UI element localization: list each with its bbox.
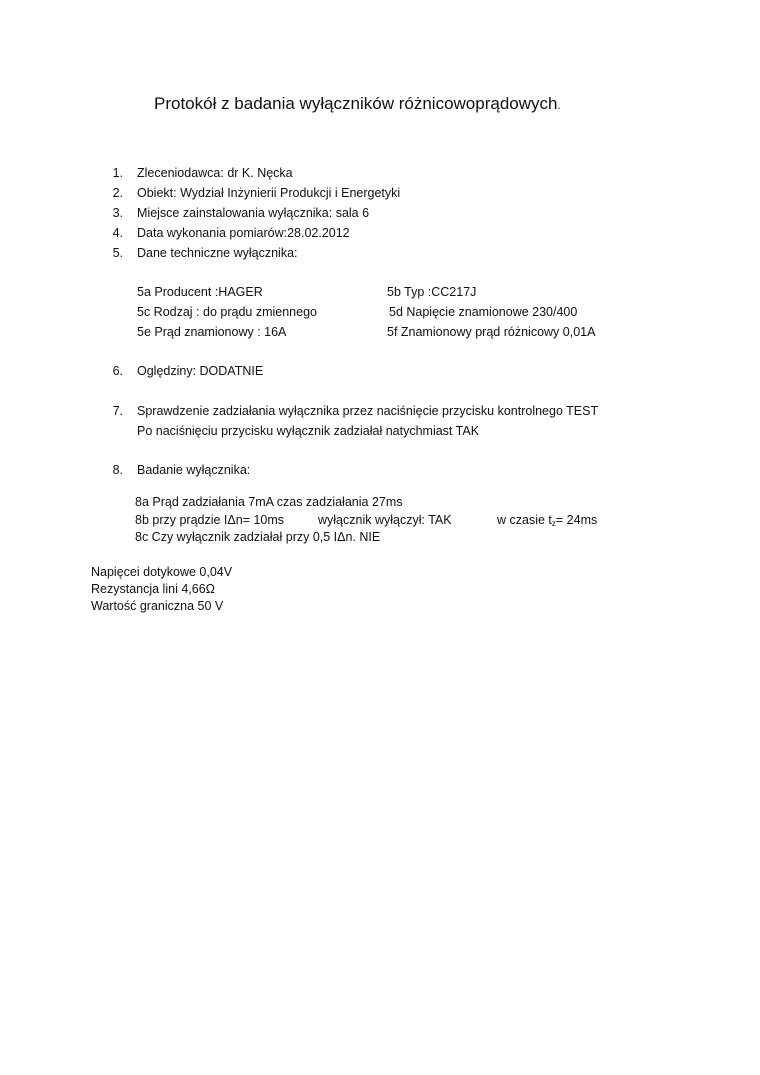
page-title-text: Protokół z badania wyłączników różnicowoprądowych (154, 94, 558, 113)
test-half-current: 8c Czy wyłącznik zadziałał przy 0,5 IΔn. NIE (135, 530, 381, 544)
test-trip-time (497, 512, 597, 532)
list-number: 6. (112, 364, 123, 378)
test-rated-trip: 8b przy prądzie IΔn= 10ms (135, 513, 285, 527)
list-number: 1. (112, 166, 123, 180)
list-item-date: Data wykonania pomiarów:28.02.2012 (137, 226, 350, 240)
test-trip-time-sub: z (551, 519, 556, 528)
list-item-inspection: Oględziny: DODATNIE (137, 364, 264, 378)
list-item-object: Obiekt: Wydział Inżynierii Produkcji i Energetyki (137, 186, 401, 200)
test-trip-time-value: = 24ms (555, 513, 598, 527)
test-trip-time-prefix: w czasie t (497, 513, 552, 527)
list-number: 7. (112, 404, 123, 418)
test-trip-current: 8a Prąd zadziałania 7mA czas zadziałania 27ms (135, 495, 403, 509)
summary-line-resistance: Rezystancja lini 4,66Ω (91, 582, 215, 596)
summary-limit-value: Wartość graniczna 50 V (91, 599, 224, 613)
list-item-test-check: Sprawdzenie zadziałania wyłącznika przez naciśnięcie przycisku kontrolnego TEST (137, 404, 599, 418)
list-item-breaker-test: Badanie wyłącznika: (137, 463, 251, 477)
tech-kind: 5c Rodzaj : do prądu zmiennego (137, 305, 317, 319)
test-trip-result: wyłącznik wyłączył: TAK (318, 513, 452, 527)
list-number: 5. (112, 246, 123, 260)
list-number: 4. (112, 226, 123, 240)
tech-rated-current: 5e Prąd znamionowy : 16A (137, 325, 287, 339)
list-item-test-result: Po naciśnięciu przycisku wyłącznik zadziałał natychmiast TAK (137, 424, 480, 438)
page-title-dot: . (557, 100, 561, 112)
page-title (154, 93, 561, 117)
summary-touch-voltage: Napięcei dotykowe 0,04V (91, 565, 233, 579)
tech-type: 5b Typ :CC217J (387, 285, 477, 299)
list-item-client: Zleceniodawca: dr K. Nęcka (137, 166, 293, 180)
list-item-technical-data: Dane techniczne wyłącznika: (137, 246, 298, 260)
tech-rated-voltage: 5d Napięcie znamionowe 230/400 (389, 305, 578, 319)
list-item-location: Miejsce zainstalowania wyłącznika: sala 6 (137, 206, 370, 220)
tech-producer: 5a Producent :HAGER (137, 285, 263, 299)
list-number: 8. (112, 463, 123, 477)
list-number: 2. (112, 186, 123, 200)
tech-residual-current: 5f Znamionowy prąd różnicowy 0,01A (387, 325, 596, 339)
list-number: 3. (112, 206, 123, 220)
